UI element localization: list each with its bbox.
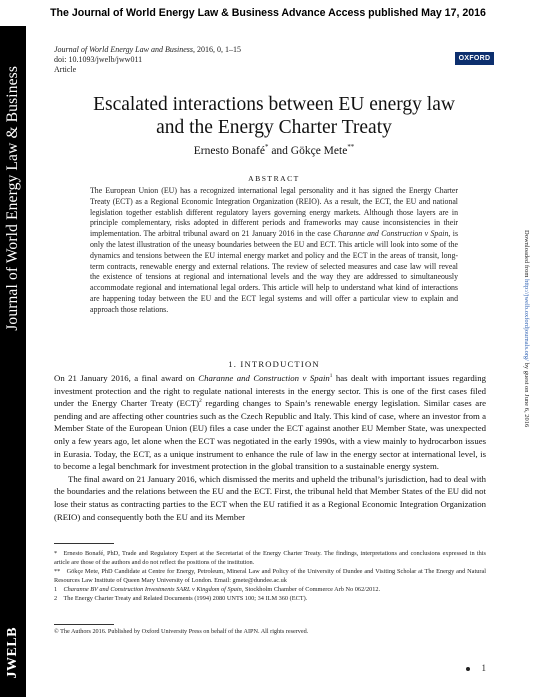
footnote-author-2: ** Gökçe Mete, PhD Candidate at Centre for Energy, Petroleum, Mineral Law and Policy of the University of Dundee and Visiting Scholar at The Energy and Natural Resources Law Institute of Queen Mary University of London. Email: gmete@dundee.ac.uk (54, 568, 486, 585)
page-number: 1 (481, 663, 486, 673)
download-url-link[interactable]: http://jwelb.oxfordjournals.org/ (523, 279, 530, 361)
advance-access-banner: The Journal of World Energy Law & Business Advance Access published May 17, 2016 (50, 7, 486, 19)
bullet-icon (466, 667, 470, 671)
download-note-prefix: Downloaded from (523, 230, 530, 280)
footnote-2-text: The Energy Charter Treaty and Related Documents (1994) 2080 UNTS 100; 34 ILM 360 (ECT). (63, 595, 308, 603)
footnote-divider (54, 543, 114, 544)
p1-text-c: regarding changes to Spain’s renewable energy legislation. Similar cases are pending and are affecting other countries such as the Czech Republic and Italy. This kind of case, where an investor from a Member State of the European Union (EU) files a case under the ECT against another EU Member State, was unexpected only a few years ago, let alone when the ECT was negotiated in the early 1990s, with a view mainly to hydrocarbon issues in Eurasia. Today, the ECT, as a unique instrument to enhance the rule of law in the energy sector at international level, is to become a legal benchmark for investment protection in the global transition to a sustainable energy system. (54, 398, 486, 472)
section-heading-introduction: 1. INTRODUCTION (228, 359, 320, 369)
footnotes (54, 549, 486, 604)
article-type: Article (54, 65, 77, 74)
oxford-logo: OXFORD (455, 52, 494, 65)
page-number-area (466, 663, 487, 673)
citation-line (54, 45, 241, 55)
author-2: Gökçe Mete (290, 145, 348, 157)
footnote-author-1: * Ernesto Bonafé, PhD, Trade and Regulatory Expert at the Secretariat of the Energy Charter Treaty. The findings, interpretations and conclusions expressed in this article are those of the authors and do not reflect the positions of the institution. (54, 550, 486, 567)
footnote-2 (54, 594, 486, 603)
footnote-1 (54, 585, 486, 594)
sidebar-journal-name: Journal of World Energy Law & Business (4, 66, 21, 331)
doi-line[interactable]: doi: 10.1093/jwelb/jww011 (54, 55, 143, 64)
author-1: Ernesto Bonafé (193, 145, 265, 157)
footnote-1-rest: , Stockholm Chamber of Commerce Arb No 062/2012. (241, 586, 381, 594)
introduction-body (54, 372, 486, 523)
p1-case-name: Charanne and Construction v Spain (198, 373, 330, 383)
footnote-1-case: Charanne BV and Construction Investments SARL v Kingdom of Spain (63, 586, 242, 594)
copyright-divider (54, 624, 114, 625)
author-list (40, 144, 508, 158)
abstract-heading: ABSTRACT (248, 174, 300, 183)
download-note (523, 230, 530, 427)
title-line-1: Escalated interactions between EU energy law (93, 94, 455, 115)
author-2-mark[interactable]: ** (347, 144, 355, 152)
paragraph-1 (54, 372, 486, 473)
abstract-case-name: Charanne and Construction v Spain (333, 229, 449, 239)
journal-sidebar (0, 26, 26, 697)
abstract-part-2: , is only the latest illustration of the uneasy boundaries between the EU and ECT. This article will look into some of the dynamics and tensions between the EU internal energy market and policy and the ECT in the areas of transit, long-term contracts, renewable energy and external relations. The review of selected measures and case law will reveal the existence of tensions at regional and international levels and the way they are addressed to simultaneously accommodate regional and international legal orders. This article will help to understand what kind of interactions are happening today between the EU and the ECT legal systems and will offer a particular view to explain and approach those relations. (90, 229, 458, 314)
article-title (40, 93, 508, 139)
footnote-1-number: 1 (54, 586, 58, 594)
abstract-text (90, 186, 458, 316)
download-note-suffix: by guest on June 6, 2016 (523, 360, 530, 428)
footnote-ref-1[interactable]: 1 (329, 373, 333, 380)
p1-text-a: On 21 January 2016, a final award on (54, 373, 199, 383)
footnote-ref-2[interactable]: 2 (199, 398, 202, 405)
sidebar-journal-abbrev: JWELB (5, 627, 20, 679)
footnote-2-number: 2 (54, 595, 58, 603)
abstract-part-1: The European Union (EU) has a recognized international legal personality and it has signed the Energy Charter Treaty (ECT) as a Regional Economic Integration Organization (REIO). As a result, the ECT, the EU and national legislation together establish different regulatory layers governing energy markets. Although those layers are in principle complementary, risks adopted in different periods and frameworks may cause inconsistencies in their implementation. The arbitral tribunal award on 21 January 2016 in the case (90, 186, 458, 239)
copyright-notice: © The Authors 2016. Published by Oxford University Press on behalf of the AIPN. All rights reserved. (54, 628, 309, 635)
citation-journal: Journal of World Energy Law and Business (54, 45, 193, 54)
p1-text-b: has dealt with important issues regarding investment protection and the right to regulate national interests in the energy sector. This is one of the first cases filed under the Energy Charter Treaty (ECT) (54, 373, 486, 409)
title-line-2: and the Energy Charter Treaty (156, 117, 392, 138)
article-meta (54, 45, 241, 75)
citation-rest: , 2016, 0, 1–15 (192, 45, 241, 54)
author-1-mark[interactable]: * (264, 144, 269, 152)
author-separator: and (268, 145, 291, 157)
paragraph-2: The final award on 21 January 2016, which dismissed the merits and upheld the tribunal’s jurisdiction, had to deal with the boundaries and the relations between the EU and the ECT. First, the tribunal held that Member States of the EU did not lose their status as contracting parties to the ECT when the EU ratified it as a Regional Economic Integration Organization (REIO) and consequently both the EU and its Member (54, 473, 486, 522)
